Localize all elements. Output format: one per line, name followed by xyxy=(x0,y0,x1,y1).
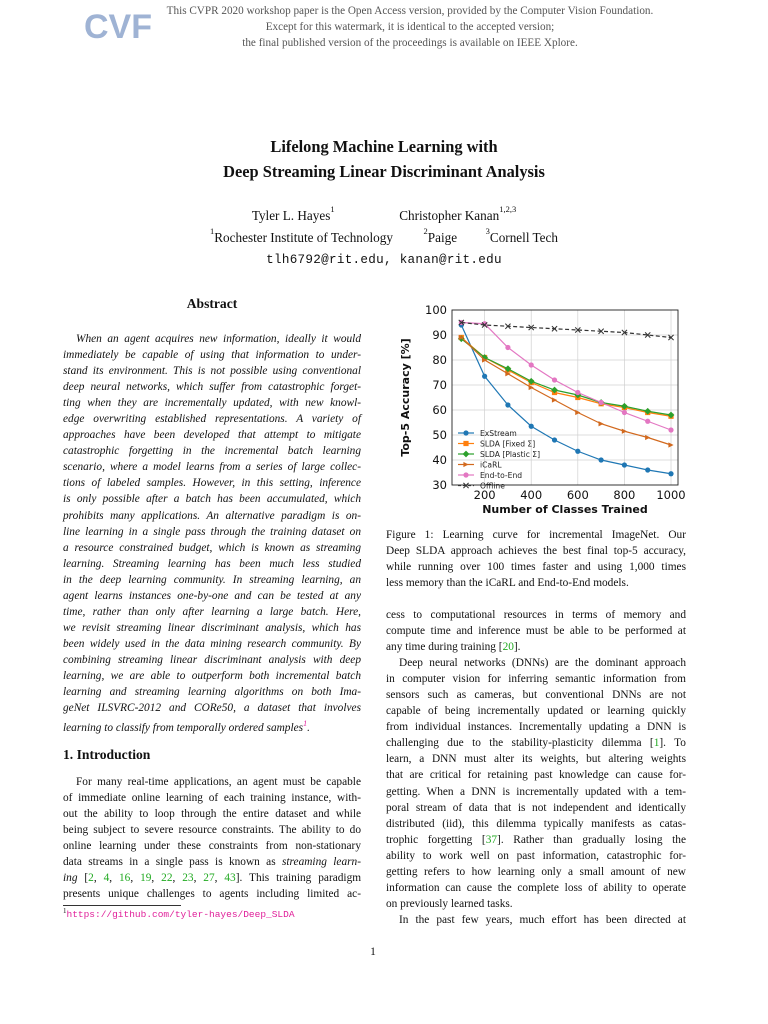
legend-marker xyxy=(463,441,468,446)
x-tick-label: 400 xyxy=(520,488,543,502)
body-line: sensors such as cameras, but conventional DNNs are not xyxy=(386,689,686,702)
legend-label: iCaRL xyxy=(480,460,502,470)
abstract-line: geNet ILSVRC-2012 and CORe50, a dataset that involves xyxy=(63,702,361,715)
intro-line: of immediate online learning of each training instance, with- xyxy=(63,792,361,805)
legend-marker xyxy=(463,430,468,435)
data-point xyxy=(599,400,604,405)
data-point xyxy=(552,437,557,442)
affiliation: Paige xyxy=(427,230,458,245)
page-number: 1 xyxy=(370,946,376,958)
y-tick-label: 30 xyxy=(432,478,447,492)
abstract-line xyxy=(63,716,361,736)
data-point xyxy=(505,402,510,407)
affiliation: Rochester Institute of Technology xyxy=(214,230,393,245)
intro-emph: ing xyxy=(63,872,78,885)
section-heading: 1. Introduction xyxy=(63,747,151,762)
body-line: learn, a DNN must alter its weights, but altering weights xyxy=(386,753,686,766)
data-point xyxy=(575,390,580,395)
body-line: Deep neural networks (DNNs) are the dominant approach xyxy=(399,657,686,670)
abstract-body xyxy=(63,331,361,736)
abstract-line: we revisit streaming linear discriminant analysis, which has xyxy=(63,621,361,634)
data-point xyxy=(529,362,534,367)
accuracy-line-chart xyxy=(386,298,688,518)
caption-line: Figure 1: Learning curve for incremental ImageNet. Our xyxy=(386,529,686,541)
body-line: poral stream of data that is not independent and identically xyxy=(386,801,686,814)
affiliation: Cornell Tech xyxy=(489,230,558,245)
body-line: in computer vision for inferring semantic information from xyxy=(386,673,686,686)
x-tick-label: 600 xyxy=(566,488,589,502)
citation-link[interactable]: 22 xyxy=(161,872,173,885)
body-line xyxy=(386,832,686,848)
body-line: distributed (iid), this dilemma typically manifests as catas- xyxy=(386,817,686,830)
figure-caption xyxy=(386,527,686,591)
body-line: In the past few years, much effort has been directed at xyxy=(399,913,686,926)
body-text: trophic forgetting [ xyxy=(386,833,486,846)
citation-link[interactable]: 19 xyxy=(140,872,152,885)
watermark xyxy=(120,3,700,51)
y-tick-label: 70 xyxy=(432,378,447,392)
legend-label: SLDA [Fixed Σ] xyxy=(480,439,536,449)
legend-label: ExStream xyxy=(480,429,517,438)
title-line: Lifelong Machine Learning with xyxy=(270,137,498,156)
abstract-line: learning. Streaming learning has been much less studied xyxy=(63,557,361,570)
paper-title xyxy=(84,134,684,184)
x-tick-label: 800 xyxy=(613,488,636,502)
abstract-line: combining streaming linear discriminant analysis with deep xyxy=(63,653,361,666)
data-point xyxy=(622,410,627,415)
citation-link[interactable]: 37 xyxy=(485,833,498,846)
intro-text: ]. This training paradigm xyxy=(235,872,362,885)
title-line: Deep Streaming Linear Discriminant Analysis xyxy=(223,162,545,181)
abstract-line: in the deep learning community. In streaming learning, an xyxy=(63,573,361,586)
author-block xyxy=(84,205,684,271)
abstract-line: agent learns instances one-by-one and can be tested at any xyxy=(63,589,361,602)
citation-link[interactable]: 16 xyxy=(118,872,131,885)
legend-label: End-to-End xyxy=(480,471,523,480)
footnote-url-link[interactable]: https://github.com/tyler-hayes/Deep_SLDA xyxy=(66,909,295,921)
intro-line: out the ability to loop through the entire dataset and while xyxy=(63,808,361,821)
body-text: ]. xyxy=(513,641,521,654)
abstract-line: tions of labeled samples. However, in this setting, inference xyxy=(63,477,361,490)
citation-link[interactable]: 23 xyxy=(182,872,194,885)
abstract-text: learning to classify from temporally ordered samples xyxy=(63,721,304,734)
y-tick-label: 80 xyxy=(432,353,447,367)
body-text: any time during training [ xyxy=(386,641,503,654)
body-line: information can cause the complete loss of ability to operate xyxy=(386,881,686,894)
caption-line: less memory than the iCaRL and End-to-End models. xyxy=(386,577,629,590)
footnote-mark-link[interactable]: 1 xyxy=(303,719,308,729)
body-line: capable of being incrementally updated or learning quickly xyxy=(386,705,686,718)
intro-line: For many real-time applications, an agent must be capable xyxy=(76,776,361,788)
caption-line: Deep SLDA approach achieves the best final top-5 accuracy, xyxy=(386,545,686,558)
data-point xyxy=(552,377,557,382)
data-point xyxy=(599,457,604,462)
caption-line: while running over 100 times faster and using 1,000 times xyxy=(386,561,686,574)
data-point xyxy=(668,427,673,432)
legend-marker xyxy=(463,462,468,467)
y-axis-label: Top-5 Accuracy [%] xyxy=(399,338,412,457)
data-point xyxy=(599,421,604,426)
intro-text: [ xyxy=(77,872,89,885)
abstract-line: edge overwriting established representations. A variety of xyxy=(63,413,361,426)
affiliations xyxy=(84,227,684,249)
affil-sup: 3 xyxy=(485,226,490,236)
citation-link[interactable]: 20 xyxy=(502,641,514,654)
data-point xyxy=(622,462,627,467)
footnote xyxy=(63,907,295,920)
body-line: from individual instances. Incrementally updating a DNN is xyxy=(386,721,686,734)
data-point xyxy=(645,435,650,440)
y-tick-label: 50 xyxy=(432,428,447,442)
y-tick-label: 100 xyxy=(425,303,447,317)
abstract-line: approaches have been developed that attempt to mitigate xyxy=(63,429,361,442)
body-line: ability to work well on past information, catastrophic for- xyxy=(386,849,686,862)
intro-line: presents unique challenges to agents including limited ac- xyxy=(63,888,361,901)
intro-line: ing [2, 4, 16, 19, 22, 23, 27, 43]. This training paradigm xyxy=(63,872,362,885)
x-tick-label: 1000 xyxy=(656,488,686,502)
citation-link[interactable]: 43 xyxy=(224,872,236,885)
abstract-line: is only possible after a batch has been accumulated, which xyxy=(63,493,361,506)
series-line xyxy=(461,323,671,431)
author-name: Tyler L. Hayes xyxy=(251,208,331,223)
body-text: ]. To xyxy=(659,737,686,750)
abstract-heading: Abstract xyxy=(186,296,238,311)
watermark-line: Except for this watermark, it is identical to the accepted version; xyxy=(265,21,555,33)
abstract-line: been widely used in the data mining research community. By xyxy=(63,637,361,650)
abstract-line: prohibits many applications. An alternative paradigm is on- xyxy=(63,509,361,522)
data-point xyxy=(552,397,557,402)
abstract-line: learning and streaming learning algorithms on both Ima- xyxy=(63,686,361,699)
data-point xyxy=(668,471,673,476)
cvf-logo-text: CVF xyxy=(84,8,152,46)
x-axis-label: Number of Classes Trained xyxy=(482,503,648,516)
y-tick-label: 90 xyxy=(432,328,447,342)
author-name: Christopher Kanan xyxy=(399,208,500,223)
body-line: getting refers to how learning only a small amount of new xyxy=(386,865,686,878)
body-line xyxy=(386,639,686,655)
abstract-line: stand its environment. This is not possible using conventional xyxy=(63,365,361,378)
abstract-line: line learning in a single pass through the training dataset on xyxy=(63,525,361,538)
citation-link[interactable]: 4 xyxy=(103,872,110,885)
abstract-line: immediately be capable of using that information to under- xyxy=(63,349,361,362)
legend-label: SLDA [Plastic Σ] xyxy=(480,450,541,459)
intro-body xyxy=(63,774,361,902)
citation-link[interactable]: 1 xyxy=(653,737,660,750)
y-tick-label: 40 xyxy=(432,453,447,467)
data-point xyxy=(575,449,580,454)
citation-link[interactable]: 27 xyxy=(203,872,215,885)
intro-text: data streams in a single pass is known as xyxy=(63,856,282,869)
data-point xyxy=(505,345,510,350)
author-affil-sup: 1,2,3 xyxy=(499,204,517,214)
right-column-body xyxy=(386,607,686,928)
affil-sup: 2 xyxy=(423,226,428,236)
data-point xyxy=(645,419,650,424)
body-line: compute time and inference must be able to be performed at xyxy=(386,625,686,638)
watermark-line: the final published version of the proceedings is available on IEEE Xplore. xyxy=(242,37,578,49)
citation-link[interactable]: 2 xyxy=(88,872,94,885)
abstract-line: When an agent acquires new information, ideally it would xyxy=(76,333,361,345)
y-tick-label: 60 xyxy=(432,403,447,417)
abstract-line: deep neural networks, which suffer from catastrophic forget- xyxy=(63,381,361,394)
author-emails[interactable]: tlh6792@rit.edu, kanan@rit.edu xyxy=(266,253,502,267)
body-line: cess to computational resources in terms of memory and xyxy=(386,609,686,621)
body-text: ]. Rather than gradually losing the xyxy=(497,833,686,846)
intro-line: online learning under these constraints from non-stationary xyxy=(63,840,361,853)
data-point xyxy=(482,374,487,379)
footnote-rule xyxy=(63,905,181,906)
legend-label: Offline xyxy=(480,481,505,491)
intro-emph: streaming learn- xyxy=(281,856,361,869)
body-text: challenging due to the stability-plasticity dilemma [ xyxy=(386,737,654,750)
abstract-line: catastrophic forgetting in the incremental batch learning xyxy=(63,445,361,458)
data-point xyxy=(645,467,650,472)
data-point xyxy=(529,424,534,429)
abstract-line: ting when they are incrementally updated, with new knowl- xyxy=(63,397,361,410)
abstract-line: learning, we are able to outperform both incremental batch xyxy=(63,669,361,682)
author-names xyxy=(84,205,684,227)
abstract-line: scenario, where a model learns from a series of large collec- xyxy=(63,461,361,474)
series-line xyxy=(461,338,671,417)
x-tick-label: 200 xyxy=(473,488,496,502)
abstract-line: a resource constrained budget, which is known as streaming xyxy=(63,541,361,554)
watermark-line: This CVPR 2020 workshop paper is the Open Access version, provided by the Computer Vision Foundation. xyxy=(166,5,654,17)
body-line: on previously learned tasks. xyxy=(386,897,513,910)
series-line xyxy=(461,339,671,415)
body-line xyxy=(386,735,686,751)
footnote-mark: 1 xyxy=(63,907,67,915)
author-affil-sup: 1 xyxy=(330,204,335,214)
abstract-line: time, rather than only after learning a large batch. Here, xyxy=(63,605,361,618)
body-line: getting. When a DNN is incrementally updated with a tem- xyxy=(386,785,686,798)
intro-line: being subject to severe resource constraints. The ability to do xyxy=(63,824,361,837)
legend-marker xyxy=(463,472,468,477)
body-line: that are critical for retaining past knowledge can cause for- xyxy=(386,769,686,782)
intro-line xyxy=(63,854,361,870)
abstract-text: . xyxy=(307,721,310,734)
affil-sup: 1 xyxy=(210,226,215,236)
legend-marker xyxy=(463,451,470,458)
